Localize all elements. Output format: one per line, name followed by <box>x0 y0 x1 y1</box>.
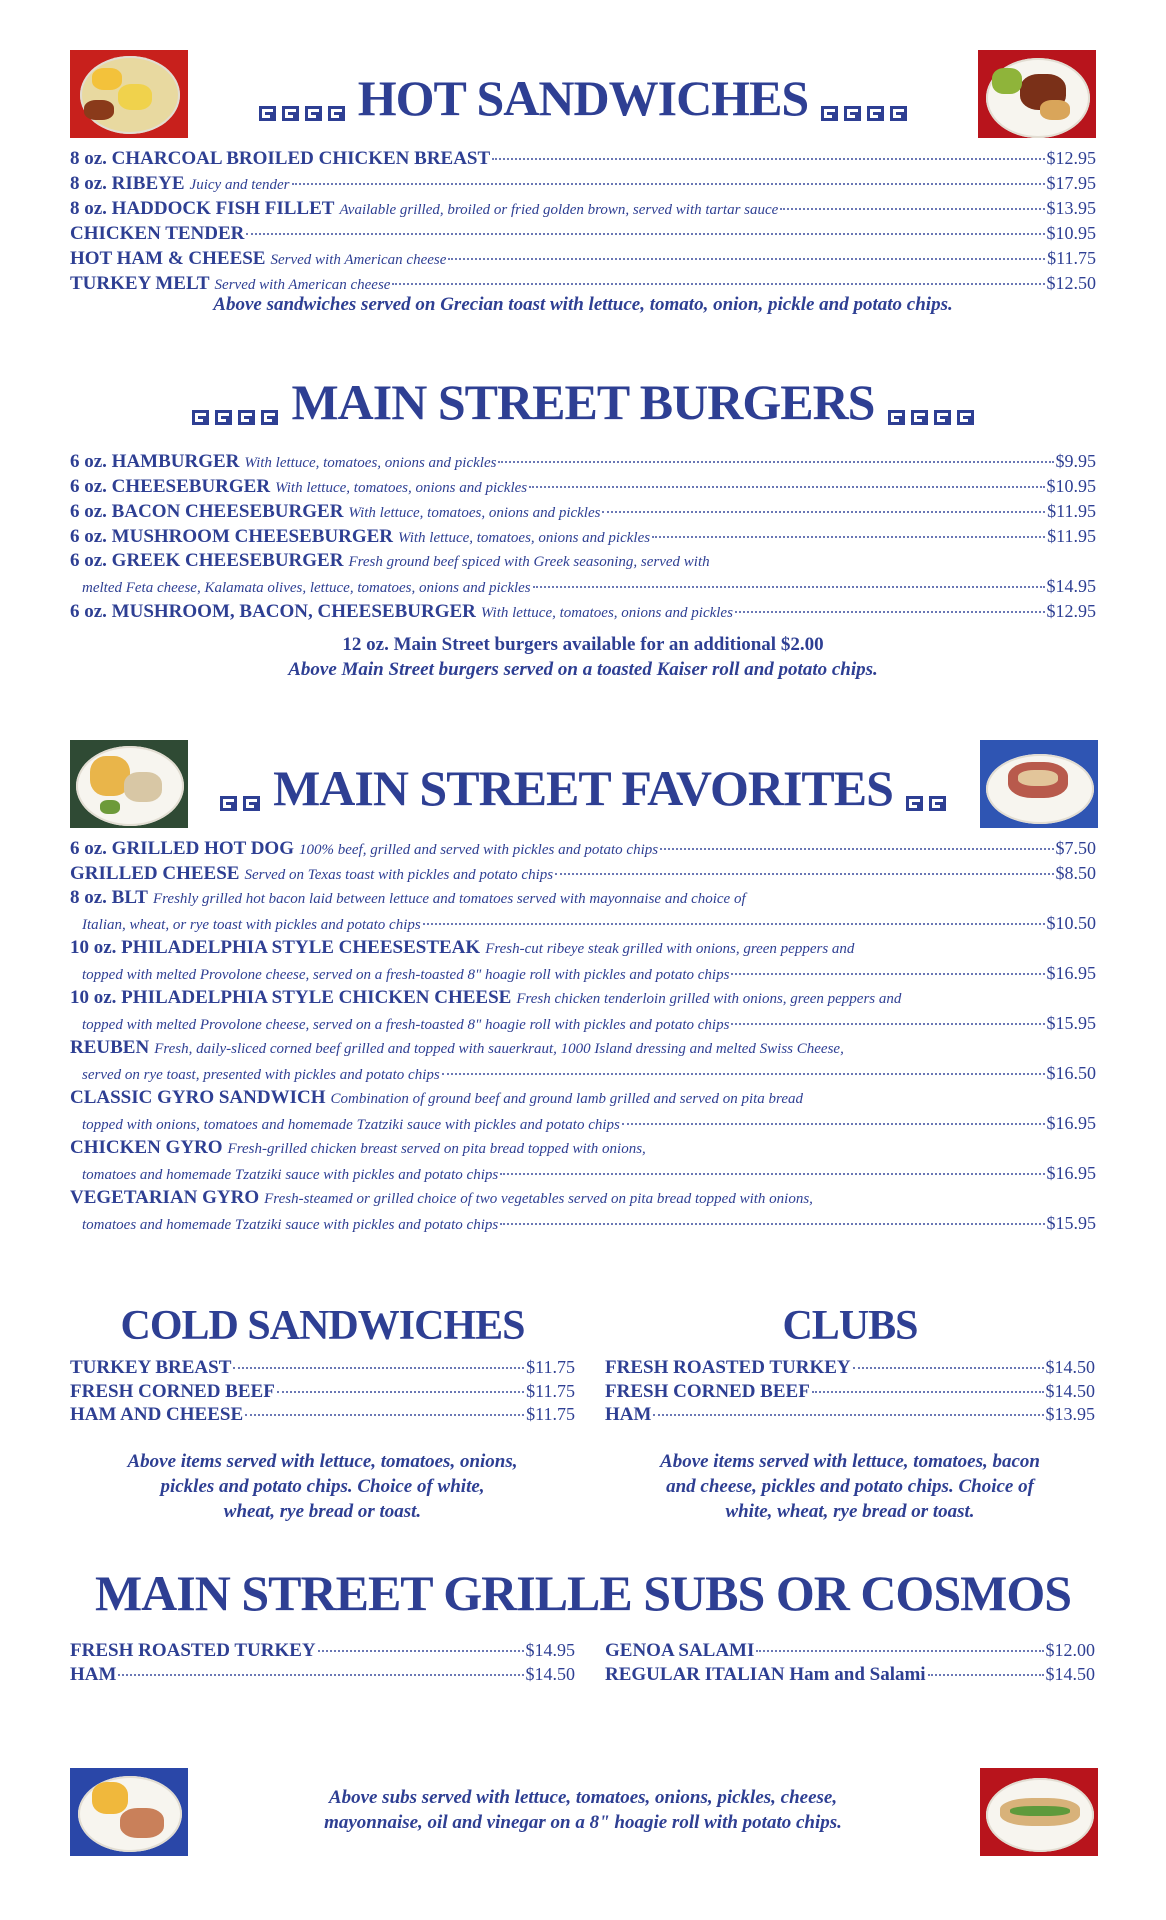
item-price: $13.95 <box>1046 198 1096 218</box>
item-name: 6 oz. MUSHROOM CHEESEBURGER <box>70 526 394 547</box>
item-name: 8 oz. CHARCOAL BROILED CHICKEN BREAST <box>70 148 491 169</box>
dot-leader <box>928 1674 1044 1676</box>
food-photo-club-fries <box>70 1768 188 1856</box>
menu-item <box>70 146 1096 171</box>
dot-leader <box>602 511 1045 513</box>
item-name: FRESH CORNED BEEF <box>605 1380 810 1402</box>
item-name: GENOA SALAMI <box>605 1640 755 1661</box>
item-name: 10 oz. PHILADELPHIA STYLE CHEESESTEAK <box>70 937 481 958</box>
dot-leader <box>118 1674 523 1676</box>
item-name: CLASSIC GYRO SANDWICH <box>70 1087 326 1108</box>
dot-leader <box>731 1023 1044 1025</box>
note-line: Above subs served with lettuce, tomatoes, onions, pickles, cheese, <box>328 1787 838 1808</box>
subs-heading: MAIN STREET GRILLE SUBS OR COSMOS <box>94 1565 1072 1621</box>
item-description-continued: melted Feta cheese, Kalamata olives, lettuce, tomatoes, onions and pickles <box>82 580 531 596</box>
menu-item <box>70 549 1096 574</box>
item-name: 6 oz. BACON CHEESEBURGER <box>70 501 344 522</box>
greek-key-ornament <box>885 378 977 438</box>
item-description: Served with American cheese <box>214 277 391 293</box>
menu-item <box>70 986 1096 1011</box>
menu-item <box>70 1186 1096 1211</box>
burgers-note-served: Above Main Street burgers served on a toasted Kaiser roll and potato chips. <box>288 659 878 680</box>
dot-leader <box>652 536 1045 538</box>
menu-item-continued <box>82 1011 1096 1037</box>
dot-leader <box>233 1367 524 1369</box>
item-price: $12.00 <box>1045 1640 1095 1660</box>
item-price: $8.50 <box>1055 863 1096 883</box>
item-description: Fresh-grilled chicken breast served on pita bread topped with onions, <box>227 1141 646 1157</box>
menu-item <box>70 1402 575 1427</box>
item-price: $16.95 <box>1046 1113 1096 1133</box>
dot-leader <box>756 1650 1043 1652</box>
dot-leader <box>653 1414 1043 1416</box>
item-description: With lettuce, tomatoes, onions and pickles <box>480 605 733 621</box>
clubs-heading: CLUBS <box>782 1303 918 1349</box>
item-description: Fresh-steamed or grilled choice of two vegetables served on pita bread topped with onions, <box>264 1191 813 1207</box>
note-line: mayonnaise, oil and vinegar on a 8" hoagie roll with potato chips. <box>324 1812 842 1833</box>
item-name: HAM <box>70 1664 117 1685</box>
item-name: VEGETARIAN GYRO <box>70 1187 260 1208</box>
item-name: FRESH ROASTED TURKEY <box>605 1357 851 1378</box>
dot-leader <box>853 1367 1044 1369</box>
dot-leader <box>318 1650 524 1652</box>
item-name: 10 oz. PHILADELPHIA STYLE CHICKEN CHEESE <box>70 987 512 1008</box>
item-description-continued: tomatoes and homemade Tzatziki sauce with pickles and potato chips <box>82 1167 499 1183</box>
item-description: Served with American cheese <box>270 252 447 268</box>
item-description: Fresh chicken tenderloin grilled with onions, green peppers and <box>516 991 902 1007</box>
item-description: Fresh ground beef spiced with Greek seasoning, served with <box>348 554 710 570</box>
item-description-continued: topped with melted Provolone cheese, served on a fresh-toasted 8" hoagie roll with pickles and potato chips <box>82 967 730 983</box>
burgers-note-upgrade: 12 oz. Main Street burgers available for an additional $2.00 <box>342 634 824 655</box>
dot-leader <box>246 233 1044 235</box>
menu-item <box>70 449 1096 475</box>
item-price: $10.95 <box>1046 476 1096 496</box>
menu-item <box>70 524 1096 550</box>
item-name: GRILLED CHEESE <box>70 863 240 884</box>
item-description: Available grilled, broiled or fried golden brown, served with tartar sauce <box>339 202 779 218</box>
item-description: 100% beef, grilled and served with pickles and potato chips <box>298 842 659 858</box>
item-price: $10.50 <box>1046 913 1096 933</box>
menu-item-continued <box>82 1161 1096 1187</box>
menu-item <box>70 1136 1096 1161</box>
item-description: With lettuce, tomatoes, onions and pickles <box>348 505 601 521</box>
food-photo-sub <box>980 1768 1098 1856</box>
item-description: With lettuce, tomatoes, onions and pickles <box>244 455 497 471</box>
item-price: $16.50 <box>1046 1063 1096 1083</box>
note-line: Above items served with lettuce, tomatoes, onions, <box>127 1451 518 1472</box>
note-line: pickles and potato chips. Choice of white, <box>160 1476 485 1497</box>
item-name: CHICKEN TENDER <box>70 223 245 244</box>
item-price: $16.95 <box>1046 963 1096 983</box>
burgers-heading: MAIN STREET BURGERS <box>0 372 1166 438</box>
item-price: $9.95 <box>1055 451 1096 471</box>
item-price: $17.95 <box>1046 173 1096 193</box>
item-description-continued: topped with melted Provolone cheese, served on a fresh-toasted 8" hoagie roll with pickles and potato chips <box>82 1017 730 1033</box>
menu-item-continued <box>82 1061 1096 1087</box>
dot-leader <box>555 873 1053 875</box>
menu-item <box>70 221 1096 246</box>
menu-item <box>605 1638 1095 1663</box>
item-name: HAM <box>605 1404 652 1425</box>
dot-leader <box>292 183 1045 185</box>
item-price: $14.50 <box>1045 1664 1095 1684</box>
menu-item <box>605 1355 1095 1380</box>
menu-item-continued <box>82 911 1096 937</box>
note-line: Above items served with lettuce, tomatoes, bacon <box>660 1451 1040 1472</box>
menu-item-continued <box>82 961 1096 987</box>
item-price: $12.50 <box>1046 273 1096 293</box>
item-name: HOT HAM & CHEESE <box>70 248 266 269</box>
dot-leader <box>812 1391 1044 1393</box>
menu-item <box>70 886 1096 911</box>
item-name: FRESH ROASTED TURKEY <box>70 1640 316 1661</box>
dot-leader <box>533 586 1045 588</box>
item-name: 6 oz. GRILLED HOT DOG <box>70 838 294 859</box>
item-description-continued: served on rye toast, presented with pickles and potato chips <box>82 1067 440 1083</box>
item-name: 6 oz. CHEESEBURGER <box>70 476 271 497</box>
item-name: REGULAR ITALIAN Ham and Salami <box>605 1664 926 1685</box>
item-price: $16.95 <box>1046 1163 1096 1183</box>
dot-leader <box>500 1223 1044 1225</box>
dot-leader <box>731 973 1044 975</box>
item-name: FRESH CORNED BEEF <box>70 1380 275 1402</box>
menu-item <box>70 474 1096 500</box>
favorites-heading: MAIN STREET FAVORITES <box>0 758 1166 824</box>
item-price: $13.95 <box>1045 1404 1095 1424</box>
dot-leader <box>277 1391 524 1393</box>
item-description-continued: Italian, wheat, or rye toast with pickles and potato chips <box>82 917 421 933</box>
greek-key-ornament <box>189 378 281 438</box>
item-price: $11.95 <box>1047 501 1096 521</box>
cold-sandwiches-note <box>70 1449 575 1524</box>
menu-item <box>70 1086 1096 1111</box>
item-name: 8 oz. HADDOCK FISH FILLET <box>70 198 335 219</box>
dot-leader <box>245 1414 524 1416</box>
menu-item <box>70 936 1096 961</box>
item-price: $11.95 <box>1047 526 1096 546</box>
cold-sandwiches-heading: COLD SANDWICHES <box>120 1303 525 1349</box>
menu-item <box>70 196 1096 222</box>
clubs-note <box>605 1449 1095 1524</box>
item-price: $11.75 <box>526 1404 575 1424</box>
menu-item <box>70 1379 575 1404</box>
note-line: white, wheat, rye bread or toast. <box>725 1501 975 1522</box>
dot-leader <box>529 486 1044 488</box>
item-name: TURKEY MELT <box>70 273 210 294</box>
item-name: 6 oz. GREEK CHEESEBURGER <box>70 550 344 571</box>
menu-item <box>70 171 1096 197</box>
item-price: $14.50 <box>1045 1357 1095 1377</box>
item-price: $12.95 <box>1046 148 1096 168</box>
item-price: $11.75 <box>526 1357 575 1377</box>
item-price: $12.95 <box>1046 601 1096 621</box>
subs-note <box>200 1785 966 1835</box>
item-name: REUBEN <box>70 1037 150 1058</box>
dot-leader <box>448 258 1045 260</box>
item-description: With lettuce, tomatoes, onions and pickles <box>275 480 528 496</box>
menu-item <box>70 861 1096 887</box>
item-price: $14.50 <box>1045 1380 1095 1401</box>
item-description: Fresh, daily-sliced corned beef grilled and topped with sauerkraut, 1000 Island dressing and melted Swiss Cheese, <box>154 1041 844 1057</box>
item-name: CHICKEN GYRO <box>70 1137 223 1158</box>
menu-item <box>70 1355 575 1380</box>
item-name: 8 oz. BLT <box>70 887 148 908</box>
note-line: wheat, rye bread or toast. <box>223 1501 422 1522</box>
item-name: 8 oz. RIBEYE <box>70 173 185 194</box>
dot-leader <box>735 611 1045 613</box>
item-description-continued: topped with onions, tomatoes and homemade Tzatziki sauce with pickles and potato chips <box>82 1117 620 1133</box>
dot-leader <box>423 923 1045 925</box>
menu-item-continued <box>82 574 1096 600</box>
menu-item <box>605 1379 1095 1404</box>
menu-item <box>70 499 1096 525</box>
dot-leader <box>442 1073 1045 1075</box>
dot-leader <box>498 461 1053 463</box>
greek-key-ornament <box>903 764 949 824</box>
item-price: $7.50 <box>1055 838 1096 858</box>
dot-leader <box>392 283 1044 285</box>
item-description: Fresh-cut ribeye steak grilled with onions, green peppers and <box>485 941 855 957</box>
menu-item-continued <box>82 1211 1096 1237</box>
menu-item <box>70 599 1096 625</box>
item-description: With lettuce, tomatoes, onions and pickles <box>398 530 651 546</box>
item-price: $10.95 <box>1046 223 1096 243</box>
greek-key-ornament <box>217 764 263 824</box>
item-price: $15.95 <box>1046 1213 1096 1233</box>
menu-item <box>70 836 1096 862</box>
menu-item <box>605 1662 1095 1687</box>
item-price: $11.75 <box>1047 248 1096 268</box>
item-price: $15.95 <box>1046 1013 1096 1033</box>
hot-sandwiches-note: Above sandwiches served on Grecian toast with lettuce, tomato, onion, pickle and potato chips. <box>213 294 953 315</box>
item-name: 6 oz. MUSHROOM, BACON, CHEESEBURGER <box>70 601 476 622</box>
item-description: Served on Texas toast with pickles and potato chips <box>244 867 554 883</box>
item-description: Combination of ground beef and ground lamb grilled and served on pita bread <box>330 1091 803 1107</box>
dot-leader <box>780 208 1044 210</box>
item-price: $14.95 <box>525 1640 575 1660</box>
dot-leader <box>492 158 1044 160</box>
item-description: Juicy and tender <box>189 177 290 193</box>
item-price: $11.75 <box>526 1380 575 1401</box>
greek-key-ornament <box>256 74 348 134</box>
hot-sandwiches-heading: HOT SANDWICHES <box>0 68 1166 134</box>
greek-key-ornament <box>818 74 910 134</box>
dot-leader <box>622 1123 1045 1125</box>
menu-item <box>605 1402 1095 1427</box>
menu-item <box>70 1036 1096 1061</box>
menu-item <box>70 1638 575 1663</box>
menu-item-continued <box>82 1111 1096 1137</box>
dot-leader <box>500 1173 1044 1175</box>
item-description-continued: tomatoes and homemade Tzatziki sauce with pickles and potato chips <box>82 1217 499 1233</box>
item-name: HAM AND CHEESE <box>70 1404 244 1425</box>
item-price: $14.95 <box>1046 576 1096 596</box>
item-price: $14.50 <box>525 1664 575 1684</box>
item-name: TURKEY BREAST <box>70 1357 232 1378</box>
item-name: 6 oz. HAMBURGER <box>70 451 240 472</box>
menu-item <box>70 246 1096 272</box>
item-description: Freshly grilled hot bacon laid between lettuce and tomatoes served with mayonnaise and choice of <box>152 891 746 907</box>
note-line: and cheese, pickles and potato chips. Choice of <box>666 1476 1034 1497</box>
menu-item <box>70 1662 575 1687</box>
dot-leader <box>660 848 1053 850</box>
